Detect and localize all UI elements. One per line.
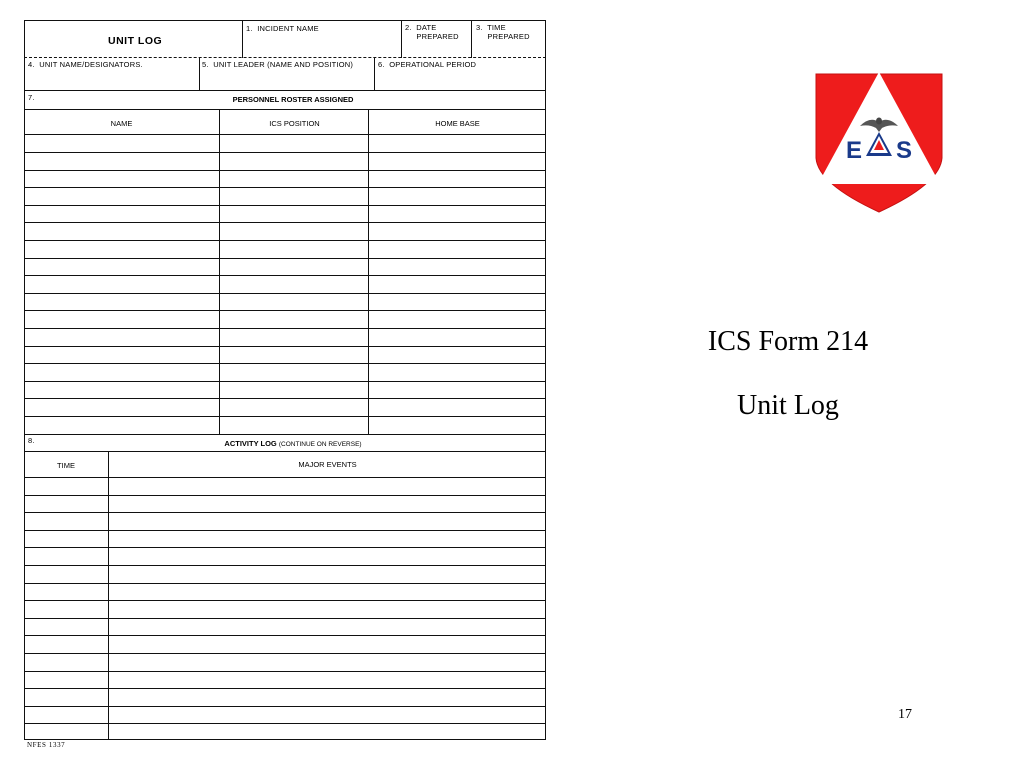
logo-letter-e: E — [845, 137, 863, 164]
activity-col-time: TIME — [57, 461, 75, 470]
activity-title-text: ACTIVITY LOG — [224, 439, 277, 448]
roster-row-line — [24, 398, 546, 399]
form-title: UNIT LOG — [108, 35, 163, 47]
section-8-number: 8. — [28, 436, 35, 445]
activity-title — [24, 439, 546, 448]
activity-row-line — [24, 512, 546, 513]
roster-row-line — [24, 416, 546, 417]
roster-col-home-base: HOME BASE — [435, 119, 480, 128]
roster-col-name: NAME — [110, 119, 133, 128]
roster-row-line — [24, 310, 546, 311]
roster-row-line — [24, 293, 546, 294]
roster-row-line — [24, 275, 546, 276]
incident-name-label: 1. INCIDENT NAME — [246, 24, 319, 33]
activity-row-line — [24, 477, 546, 478]
activity-row-line — [24, 583, 546, 584]
roster-row-line — [24, 258, 546, 259]
divider — [374, 57, 375, 90]
activity-row-line — [24, 653, 546, 654]
roster-row-line — [24, 240, 546, 241]
activity-row-line — [24, 618, 546, 619]
activity-row-line — [24, 635, 546, 636]
roster-title — [24, 95, 546, 104]
divider — [471, 20, 472, 58]
roster-row-line — [24, 363, 546, 364]
divider — [24, 57, 546, 58]
operational-period-label: 6. OPERATIONAL PERIOD — [378, 60, 477, 69]
roster-row-line — [24, 170, 546, 171]
activity-col-major-events: MAJOR EVENTS — [298, 460, 357, 469]
roster-row-line — [24, 328, 546, 329]
activity-row-line — [24, 530, 546, 531]
roster-col-ics-position: ICS POSITION — [269, 119, 320, 128]
slide-number: 17 — [898, 707, 912, 722]
divider — [24, 90, 546, 91]
caption-line-2: Unit Log — [737, 390, 839, 421]
divider — [401, 20, 402, 58]
date-prepared-label: 2. DATE PREPARED — [405, 23, 459, 41]
section-7-number: 7. — [28, 93, 35, 102]
unit-name-label: 4. UNIT NAME/DESIGNATORS. — [28, 60, 143, 69]
activity-row-line — [24, 600, 546, 601]
activity-row-line — [24, 671, 546, 672]
roster-col-divider — [219, 109, 220, 434]
divider — [199, 57, 200, 90]
roster-row-line — [24, 346, 546, 347]
roster-row-line — [24, 381, 546, 382]
divider — [24, 434, 546, 435]
time-prepared-label: 3. TIME PREPARED — [476, 23, 530, 41]
form-number: NFES 1337 — [27, 741, 66, 749]
ics-form-214 — [24, 20, 548, 750]
activity-row-line — [24, 495, 546, 496]
roster-title-text: PERSONNEL ROSTER ASSIGNED — [232, 95, 354, 104]
roster-row-line — [24, 222, 546, 223]
activity-row-line — [24, 565, 546, 566]
roster-row-line — [24, 152, 546, 153]
divider — [24, 134, 546, 135]
logo-letter-s: S — [895, 137, 913, 164]
roster-col-divider — [368, 109, 369, 434]
caption-line-1: ICS Form 214 — [707, 326, 869, 357]
roster-row-line — [24, 205, 546, 206]
activity-row-line — [24, 723, 546, 724]
roster-row-line — [24, 187, 546, 188]
activity-row-line — [24, 547, 546, 548]
unit-leader-label: 5. UNIT LEADER (NAME AND POSITION) — [202, 60, 354, 69]
es-shield-logo — [812, 66, 946, 214]
divider — [24, 451, 546, 452]
activity-row-line — [24, 688, 546, 689]
divider — [24, 109, 546, 110]
divider — [242, 20, 243, 58]
activity-row-line — [24, 706, 546, 707]
activity-title-note: (CONTINUE ON REVERSE) — [278, 441, 362, 448]
